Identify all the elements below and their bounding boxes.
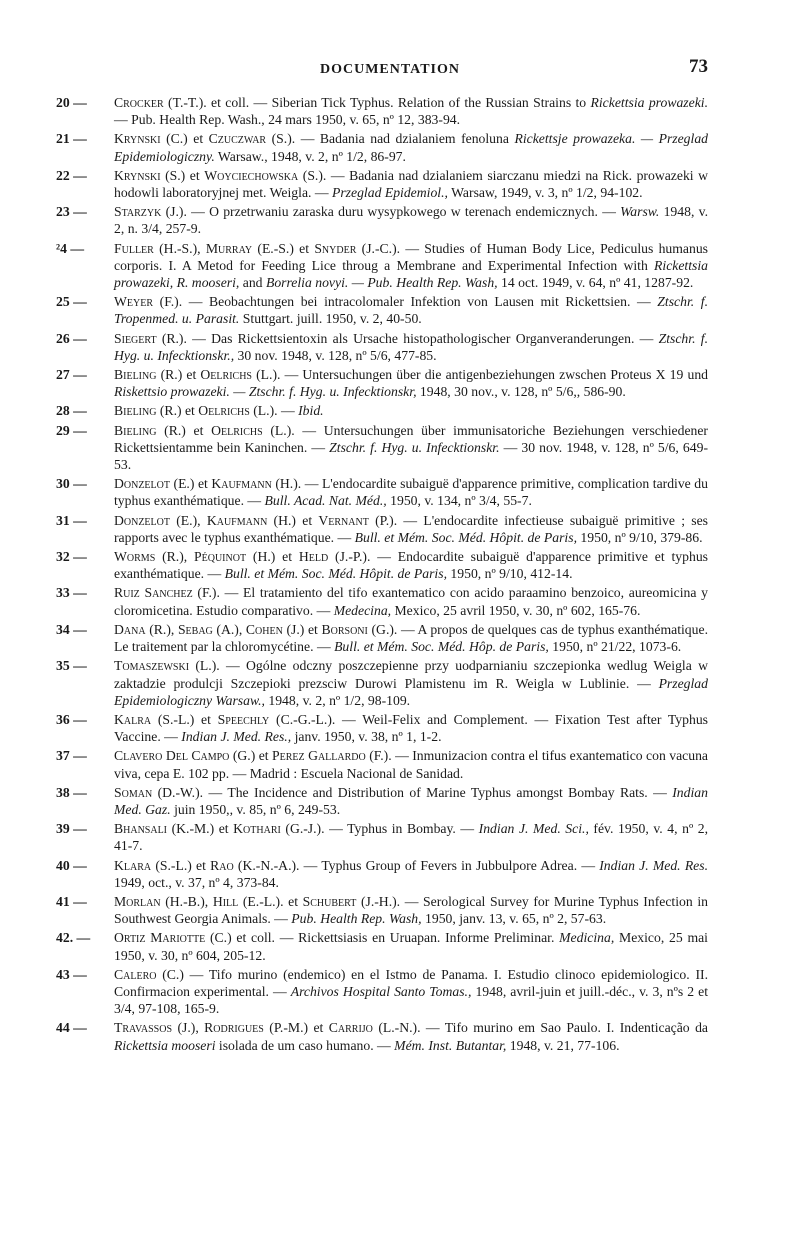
author-name: Bieling — [114, 367, 157, 383]
italic-citation: Przeglad Epidemiol., — [331, 185, 448, 201]
italic-citation: Ztschr. f. Hyg. u. Infecktionskr. — [329, 439, 500, 455]
reference-text — [114, 330, 708, 364]
author-name: Kothari — [233, 821, 281, 837]
citation-text: (K.-M.) et — [167, 821, 234, 837]
author-name: Czuczwar — [208, 131, 267, 147]
italic-citation: Ztschr. f. Hyg. u. Infecktionskr., — [114, 330, 708, 363]
author-name: Siegert — [114, 330, 157, 346]
citation-text: 1950, nº 21/22, 1073-6. — [548, 639, 682, 655]
italic-citation: Bull. et Mém. Soc. Méd. Hôp. de Paris, — [334, 639, 549, 655]
citation-text: 14 oct. 1949, v. 64, nº 41, 1287-92. — [497, 275, 694, 291]
italic-citation: Archivos Hospital Santo Tomas., — [290, 983, 472, 999]
reference-entry — [56, 330, 708, 364]
citation-text: — Pub. Health Rep. Wash., 24 mars 1950, v. 65, nº 12, 383-94. — [114, 112, 461, 128]
italic-citation: Mém. Inst. Butantar, — [394, 1037, 507, 1053]
reference-entry — [56, 475, 708, 509]
author-name: Bhansali — [114, 821, 168, 837]
citation-text: — 30 nov. 1948, v. 128, nº 5/6, 649-53. — [114, 439, 709, 473]
citation-text: and — [239, 275, 266, 291]
author-name: Rao — [210, 857, 234, 873]
citation-text: (D.-W.). — The Incidence and Distribution of Marine Typhus amongst Bombay Rats. — — [152, 784, 673, 800]
author-name: Oelrichs — [211, 422, 263, 438]
citation-text: (S.-L.) et — [151, 711, 218, 727]
reference-text — [114, 966, 708, 1018]
italic-citation: Medecina, — [333, 602, 392, 618]
author-name: Tomaszewski — [114, 658, 190, 674]
author-name: Péquinot — [194, 549, 247, 565]
author-name: Borsoni — [321, 621, 368, 637]
reference-text — [114, 657, 708, 709]
reference-number: 33 — — [56, 585, 87, 601]
reference-text — [114, 548, 708, 582]
citation-text: Stuttgart. juill. 1950, v. 2, 40-50. — [239, 311, 422, 327]
citation-text: (L.). — — [249, 403, 299, 419]
citation-text: Warsaw, 1949, v. 3, nº 1/2, 94-102. — [447, 185, 643, 201]
author-name: Schubert — [302, 893, 357, 909]
italic-citation: Bull. et Mém. Soc. Méd. Hôpit. de Paris, — [224, 566, 447, 582]
author-name: Soman — [114, 784, 153, 800]
author-name: Carrijo — [328, 1020, 373, 1036]
citation-text: (F.). — Inmunizacion contra el tifus exantematico con vacuna viva, cepa E. 102 pp. — Madrid : Escuela Nacional de Sanidad. — [114, 748, 709, 781]
citation-text: (L.-N.). — Tifo murino em Sao Paulo. I. Indenticação da — [372, 1020, 708, 1036]
citation-text: 1950, nº 9/10, 379-86. — [577, 529, 703, 545]
author-name: Clavero Del Campo — [114, 748, 230, 764]
citation-text: (E.-L.). et — [238, 893, 303, 909]
italic-citation: Rickettsje prowazeka. — Przeglad Epidemiologiczny. — [114, 131, 709, 164]
italic-citation: Borrelia novyi. — Pub. Health Rep. Wash, — [265, 275, 498, 291]
italic-citation: Indian J. Med. Res., — [181, 729, 292, 745]
citation-text: Mexico, 25 mai 1950, v. 30, nº 604, 205-12. — [114, 930, 708, 963]
author-name: Woyciechowska — [204, 167, 299, 183]
reference-text — [114, 293, 708, 327]
citation-text: 1950, v. 134, nº 3/4, 55-7. — [386, 493, 532, 509]
author-name: Bieling — [114, 422, 157, 438]
italic-citation: Warsw. — [620, 204, 660, 220]
author-name: Ruiz Sanchez — [114, 585, 193, 601]
citation-text: isolada de um caso humano. — — [215, 1037, 395, 1053]
author-name: Bieling — [114, 403, 157, 419]
italic-citation: Rickettsia prowazeki, R. mooseri, — [114, 257, 708, 291]
reference-number: 35 — — [56, 658, 87, 674]
reference-number: 29 — — [56, 422, 87, 438]
citation-text: (J.). — O przetrwaniu zaraska duru wysypkowego w terenach endemicznych. — — [161, 204, 621, 220]
reference-text — [114, 857, 708, 891]
citation-text: (R.) et — [156, 422, 212, 438]
reference-number: 25 — — [56, 294, 87, 310]
reference-text — [114, 422, 708, 474]
author-name: Calero — [114, 966, 157, 982]
reference-entry — [56, 203, 708, 237]
author-name: Vernant — [318, 512, 369, 528]
reference-number: 32 — — [56, 549, 87, 565]
reference-text — [114, 820, 708, 854]
reference-number: ²4 — — [56, 240, 85, 256]
citation-text: (P.-M.) et — [263, 1020, 329, 1036]
reference-text — [114, 747, 708, 781]
citation-text: (R.) et — [156, 367, 201, 383]
reference-entry — [56, 784, 708, 818]
citation-text: (T.-T.). et coll. — Siberian Tick Typhus. Relation of the Russian Strains to — [163, 95, 591, 110]
citation-text: (C.) et coll. — Rickettsiasis en Uruapan. Informe Preliminar. — [205, 930, 560, 946]
reference-text — [114, 512, 708, 546]
author-name: Klara — [114, 857, 152, 873]
reference-entry — [56, 584, 708, 618]
citation-text: (H.-B.), — [160, 893, 213, 909]
reference-number: 42. — — [56, 930, 91, 946]
reference-entry — [56, 711, 708, 745]
citation-text: (J.-C.). — Studies of Human Body Lice, Pediculus humanus corporis. I. A Metod for Feeding Lice throug a Membrane and Experimental Infection with — [114, 240, 708, 273]
reference-entry — [56, 820, 708, 854]
citation-text: 1949, oct., v. 37, nº 4, 373-84. — [114, 874, 279, 890]
citation-text: (H.) et — [267, 512, 319, 528]
reference-text — [114, 584, 708, 618]
citation-text: (J.) et — [282, 621, 322, 637]
italic-citation: Indian J. Med. Res. — [599, 857, 708, 873]
page-header — [72, 56, 708, 82]
citation-text: (R.), — [145, 621, 178, 637]
reference-entry — [56, 548, 708, 582]
author-name: Fuller — [114, 240, 154, 256]
italic-citation: Ibid. — [298, 403, 324, 419]
author-name: Dana — [114, 621, 146, 637]
citation-text: juin 1950,, v. 85, nº 6, 249-53. — [170, 801, 341, 817]
reference-number: 34 — — [56, 621, 87, 637]
reference-text — [114, 402, 708, 419]
citation-text: (R.). — Das Rickettsientoxin als Ursache histopathologischer Organveranderungen. — — [156, 330, 659, 346]
reference-number: 40 — — [56, 857, 87, 873]
reference-number: 38 — — [56, 784, 87, 800]
reference-text — [114, 929, 708, 963]
author-name: Donzelot — [114, 512, 170, 528]
author-name: Krynski — [114, 167, 161, 183]
author-name: Kaufmann — [211, 476, 272, 492]
reference-text — [114, 621, 708, 655]
author-name: Snyder — [314, 240, 357, 256]
italic-citation: Pub. Health Rep. Wash, — [291, 911, 422, 927]
author-name: Ortiz Mariotte — [114, 930, 206, 946]
reference-text — [114, 784, 708, 818]
author-name: Krynski — [114, 131, 161, 147]
reference-text — [114, 167, 708, 201]
citation-text: (C.) et — [160, 131, 209, 147]
reference-entry — [56, 621, 708, 655]
reference-text — [114, 366, 708, 400]
reference-text — [114, 203, 708, 237]
author-name: Cohen — [245, 621, 283, 637]
reference-entry — [56, 240, 708, 292]
reference-entry — [56, 422, 708, 474]
reference-number: 21 — — [56, 131, 87, 147]
citation-text: (J.), — [172, 1020, 205, 1036]
reference-text — [114, 1019, 708, 1053]
author-name: Oelrichs — [200, 367, 252, 383]
author-name: Morlan — [114, 893, 161, 909]
reference-text — [114, 240, 708, 292]
citation-text: Warsaw., 1948, v. 2, nº 1/2, 86-97. — [214, 148, 406, 164]
reference-text — [114, 94, 708, 128]
italic-citation: Medicina, — [559, 930, 615, 946]
author-name: Starzyk — [114, 204, 162, 220]
italic-citation: Bull. Acad. Nat. Méd., — [264, 493, 387, 509]
author-name: Sebag — [177, 621, 213, 637]
author-name: Perez Gallardo — [272, 748, 366, 764]
reference-entry — [56, 94, 708, 128]
citation-text: 1950, janv. 13, v. 65, nº 2, 57-63. — [421, 911, 607, 927]
reference-number: 30 — — [56, 476, 87, 492]
citation-text: (F.). — Beobachtungen bei intracolomaler Infektion von Lausen mit Rickettsien. — — [153, 294, 658, 310]
author-name: Murray — [205, 240, 253, 256]
reference-entry — [56, 966, 708, 1018]
reference-number: 39 — — [56, 821, 87, 837]
reference-entry — [56, 512, 708, 546]
author-name: Speechly — [217, 711, 270, 727]
reference-text — [114, 711, 708, 745]
reference-number: 22 — — [56, 167, 87, 183]
italic-citation: Przeglad Epidemiologiczny Warsaw., — [114, 675, 708, 708]
citation-text: (G.-J.). — Typhus in Bombay. — — [280, 821, 479, 837]
citation-text: 1948, avril-juin et juill.-déc., v. 3, nºs 2 et 3/4, 97-108, 165-9. — [114, 983, 709, 1017]
author-name: Rodrigues — [204, 1020, 264, 1036]
citation-text: (R.), — [155, 549, 195, 565]
reference-entry — [56, 857, 708, 891]
citation-text: (S.) et — [160, 167, 205, 183]
reference-entry — [56, 130, 708, 164]
citation-text: (K.-N.-A.). — Typhus Group of Fevers in Jubbulpore Adrea. — — [233, 857, 600, 873]
italic-citation: Ztschr. f. Tropenmed. u. Parasit. — [114, 294, 709, 327]
italic-citation: Bull. et Mém. Soc. Méd. Hôpit. de Paris, — [354, 529, 577, 545]
citation-text: (H.-S.), — [153, 240, 206, 256]
reference-number: 26 — — [56, 330, 87, 346]
reference-number: 31 — — [56, 512, 87, 528]
italic-citation: Indian J. Med. Sci., — [478, 821, 589, 837]
citation-text: (A.), — [212, 621, 246, 637]
citation-text: janv. 1950, v. 38, nº 1, 1-2. — [291, 729, 442, 745]
citation-text: (G.). — A propos de quelques cas de typhus exanthématique. Le traitement par la chloromycétine. — — [114, 621, 708, 655]
reference-number: 44 — — [56, 1020, 87, 1036]
citation-text: (E.), — [169, 512, 207, 528]
italic-citation: Indian Med. Gaz. — [114, 784, 708, 817]
citation-text: 1950, nº 9/10, 412-14. — [447, 566, 573, 582]
citation-text: 1948, v. 21, 77-106. — [506, 1037, 620, 1053]
citation-text: (H.) et — [246, 549, 299, 565]
author-name: Donzelot — [114, 476, 170, 492]
reference-entry — [56, 929, 708, 963]
author-name: Kalra — [114, 711, 152, 727]
author-name: Hill — [212, 893, 239, 909]
author-name: Kaufmann — [206, 512, 268, 528]
author-name: Crocker — [114, 95, 164, 110]
italic-citation: Rickettsia prowazeki. — [590, 95, 708, 110]
citation-text: 1948, 30 nov., v. 128, nº 5/6,, 586-90. — [416, 384, 626, 400]
citation-text: 1948, v. 2, nº 1/2, 98-109. — [264, 692, 411, 708]
author-name: Travassos — [114, 1020, 173, 1036]
reference-number: 28 — — [56, 403, 87, 419]
reference-entry — [56, 366, 708, 400]
reference-number: 20 — — [56, 95, 87, 110]
reference-entry — [56, 167, 708, 201]
reference-number: 23 — — [56, 204, 87, 220]
reference-number: 43 — — [56, 966, 87, 982]
citation-text: (G.) et — [229, 748, 273, 764]
citation-text: (P.). — L'endocardite infectieuse subaiguë primitive ; ses rapports avec le typhus exanthématique. — — [114, 512, 708, 545]
reference-number: 27 — — [56, 367, 87, 383]
author-name: Worms — [114, 549, 156, 565]
author-name: Weyer — [114, 294, 154, 310]
reference-entry — [56, 747, 708, 781]
citation-text: Mexico, 25 avril 1950, v. 30, nº 602, 165-76. — [391, 602, 641, 618]
citation-text: (F.). — El tratamiento del tifo exantematico con acido paraamino benzoico, aureomicina y cloromicetina. Estudio comparativo. — — [114, 585, 708, 618]
reference-text — [114, 893, 708, 927]
reference-entry — [56, 1019, 708, 1053]
citation-text: (J.-P.). — Endocardite subaiguë d'apparence primitive et typhus exanthématique. — — [114, 549, 708, 582]
citation-text: (E.) et — [169, 476, 212, 492]
italic-citation: Rickettsia mooseri — [114, 1037, 216, 1053]
citation-text: (L.). — Untersuchungen über immunisatoriche Beziehungen verschiedener Rickettsientamme bein Kaninchen. — — [114, 422, 708, 455]
running-title: DOCUMENTATION — [319, 62, 461, 77]
citation-text: (S.-L.) et — [151, 857, 211, 873]
citation-text: (H.). — L'endocardite subaiguë d'apparence primitive, complication tardive du typhus exanthématique. — — [114, 476, 708, 509]
citation-text: (C.-G.-L.). — Weil-Felix and Complement. — Fixation Test after Typhus Vaccine. — — [114, 711, 708, 745]
reference-number: 41 — — [56, 893, 87, 909]
reference-text — [114, 475, 708, 509]
citation-text: 1948, v. 2, n. 3/4, 257-9. — [114, 204, 708, 237]
reference-entry — [56, 657, 708, 709]
reference-entry — [56, 893, 708, 927]
reference-number: 37 — — [56, 748, 87, 764]
citation-text: (R.) et — [156, 403, 199, 419]
reference-text — [114, 130, 708, 164]
author-name: Held — [298, 549, 329, 565]
italic-citation: Riskettsio prowazeki. — Ztschr. f. Hyg. u. Infecktionskr, — [114, 384, 417, 400]
reference-entry — [56, 293, 708, 327]
citation-text: (C.) — Tifo murino (endemico) en el Istmo de Panama. I. Estudio clinoco epidemiologico. II. Confirmacion experimental. — — [114, 966, 708, 999]
author-name: Oelrichs — [198, 403, 250, 419]
reference-list — [56, 94, 708, 1056]
reference-number: 36 — — [56, 711, 87, 727]
citation-text: (J.-H.). — Serological Survey for Murine Typhus Infection in Southwest Georgia Animals. — — [114, 893, 708, 927]
citation-text: fév. 1950, v. 4, nº 2, 41-7. — [114, 821, 709, 854]
citation-text: (E.-S.) et — [252, 240, 315, 256]
citation-text: (L.). — Ogólne odczny poszczepienne przy uodparnianiu szczepionka wedlug Weigla w zaktadzie produlcji Szczepioki prezsciw Durowi Plamistenu im R. Weigla w Lublinie. — — [114, 658, 708, 691]
page-number: 73 — [689, 56, 708, 77]
citation-text: (L.). — Untersuchungen über die antigenbeziehungen zwschen Proteus X 19 und — [251, 367, 709, 383]
citation-text: 30 nov. 1948, v. 128, nº 5/6, 477-85. — [234, 347, 437, 363]
citation-text: (S.). — Badania nad dzialaniem siarczanu miedzi na Rick. prowazeki w hodowli laboratoryjnej met. Weigla. — — [114, 167, 709, 201]
reference-entry — [56, 402, 708, 419]
citation-text: (S.). — Badania nad dzialaniem fenoluna — [266, 131, 515, 147]
